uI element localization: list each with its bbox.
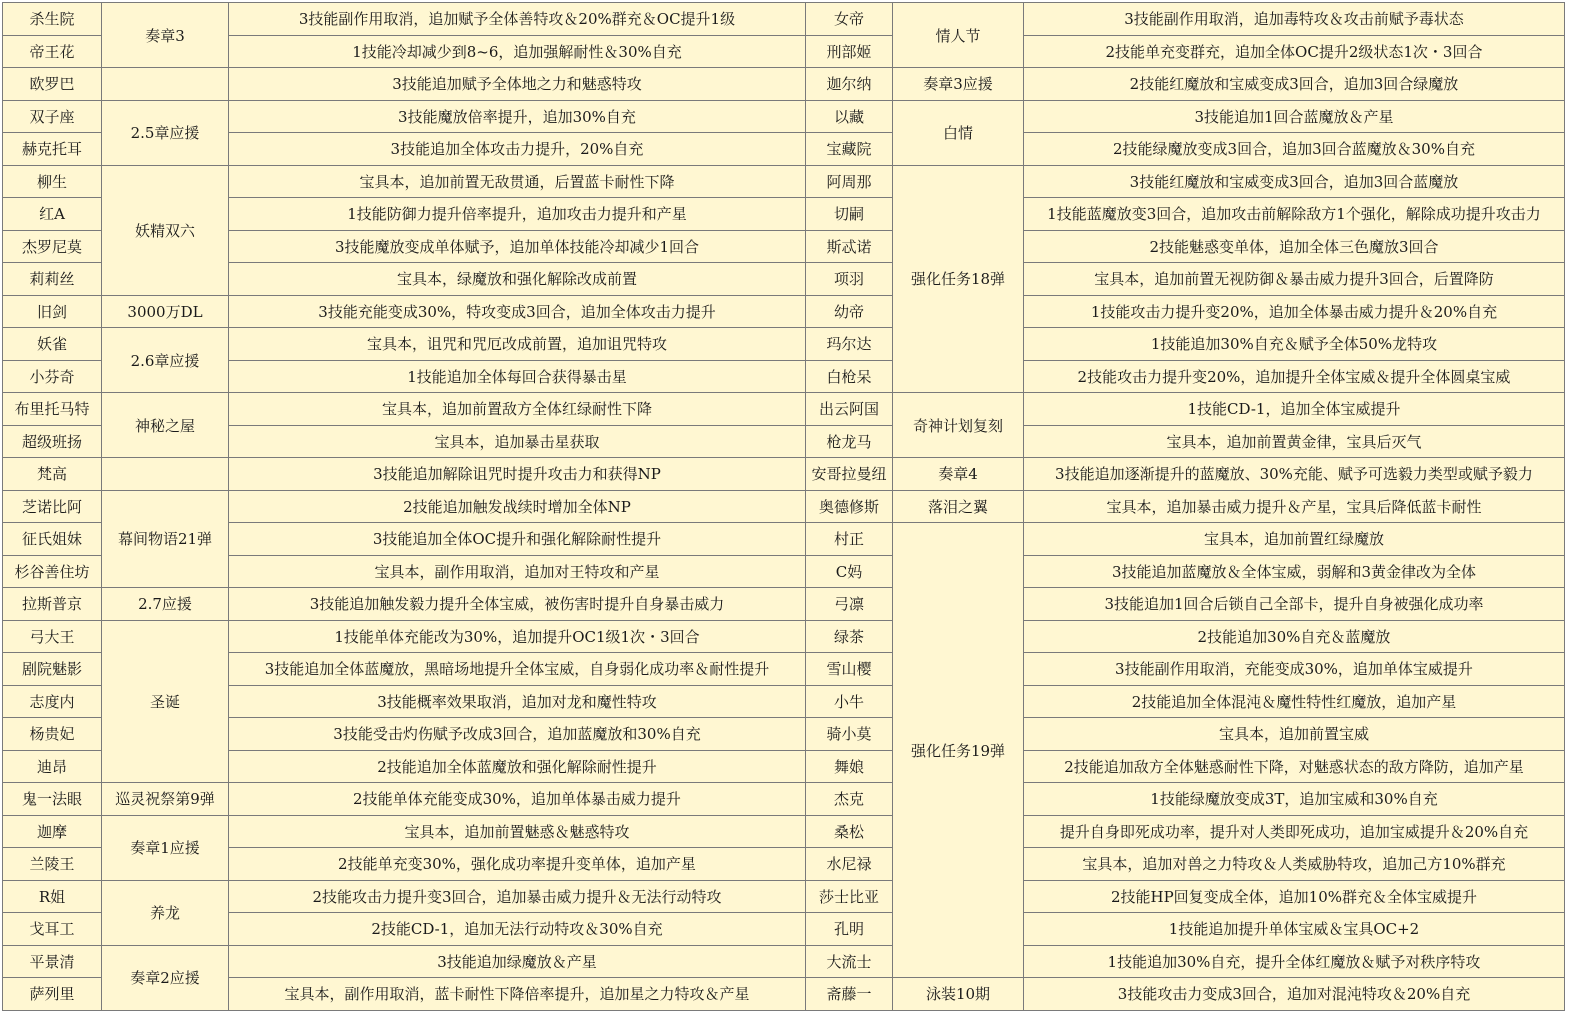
- table-row: [3, 718, 1565, 751]
- servant-name-cell: 梵高: [3, 458, 102, 491]
- table-row: [3, 848, 1565, 881]
- servant-name-cell: 幼帝: [806, 295, 893, 328]
- servant-name-cell: 杨贵妃: [3, 718, 102, 751]
- event-group-cell: 奏章3: [102, 3, 229, 68]
- upgrade-description-cell: 3技能副作用取消，追加毒特攻＆攻击前赋予毒状态: [1024, 3, 1565, 36]
- upgrade-description-cell: 2技能单充变30%，强化成功率提升变单体，追加产星: [229, 848, 806, 881]
- upgrade-description-cell: 3技能副作用取消，追加赋予全体善特攻＆20%群充＆OC提升1级: [229, 3, 806, 36]
- event-group-cell: 2.5章应援: [102, 100, 229, 165]
- servant-name-cell: 宝藏院: [806, 133, 893, 166]
- servant-name-cell: 斯忒诺: [806, 230, 893, 263]
- table-row: [3, 458, 1565, 491]
- upgrade-description-cell: 2技能魅惑变单体，追加全体三色魔放3回合: [1024, 230, 1565, 263]
- upgrade-description-cell: 3技能追加赋予全体地之力和魅惑特攻: [229, 68, 806, 101]
- upgrade-description-cell: 3技能追加全体蓝魔放，黑暗场地提升全体宝威，自身弱化成功率＆耐性提升: [229, 653, 806, 686]
- event-group-cell: 奇神计划复刻: [893, 393, 1024, 458]
- table-row: [3, 360, 1565, 393]
- upgrade-description-cell: 3技能概率效果取消，追加对龙和魔性特攻: [229, 685, 806, 718]
- upgrade-description-cell: 宝具本，追加前置魅惑＆魅惑特攻: [229, 815, 806, 848]
- upgrade-description-cell: 提升自身即死成功率，提升对人类即死成功，追加宝威提升＆20%自充: [1024, 815, 1565, 848]
- servant-name-cell: 项羽: [806, 263, 893, 296]
- upgrade-description-cell: 3技能副作用取消，充能变成30%，追加单体宝威提升: [1024, 653, 1565, 686]
- upgrade-description-cell: 3技能充能变成30%，特攻变成3回合，追加全体攻击力提升: [229, 295, 806, 328]
- servant-name-cell: 玛尔达: [806, 328, 893, 361]
- servant-name-cell: 迦摩: [3, 815, 102, 848]
- upgrade-description-cell: 宝具本，诅咒和咒厄改成前置，追加诅咒特攻: [229, 328, 806, 361]
- upgrade-description-cell: 宝具本，追加前置敌方全体红绿耐性下降: [229, 393, 806, 426]
- servant-name-cell: 出云阿国: [806, 393, 893, 426]
- upgrade-description-cell: 2技能追加敌方全体魅惑耐性下降，对魅惑状态的敌方降防，追加产星: [1024, 750, 1565, 783]
- servant-name-cell: 大流士: [806, 945, 893, 978]
- table-row: [3, 620, 1565, 653]
- servant-name-cell: 绿茶: [806, 620, 893, 653]
- event-group-cell: 情人节: [893, 3, 1024, 68]
- event-group-cell: 养龙: [102, 880, 229, 945]
- servant-name-cell: 鬼一法眼: [3, 783, 102, 816]
- servant-name-cell: 超级班扬: [3, 425, 102, 458]
- upgrade-description-cell: 2技能攻击力提升变20%，追加提升全体宝威＆提升全体圆桌宝威: [1024, 360, 1565, 393]
- upgrade-description-cell: 3技能追加解除诅咒时提升攻击力和获得NP: [229, 458, 806, 491]
- event-group-cell: 落泪之翼: [893, 490, 1024, 523]
- event-group-cell: 2.6章应援: [102, 328, 229, 393]
- upgrade-description-cell: 1技能绿魔放变成3T，追加宝威和30%自充: [1024, 783, 1565, 816]
- upgrade-description-cell: 宝具本，追加暴击星获取: [229, 425, 806, 458]
- servant-name-cell: 斋藤一: [806, 978, 893, 1011]
- upgrade-description-cell: 2技能红魔放和宝威变成3回合，追加3回合绿魔放: [1024, 68, 1565, 101]
- servant-name-cell: 白枪呆: [806, 360, 893, 393]
- servant-name-cell: 杀生院: [3, 3, 102, 36]
- table-row: [3, 815, 1565, 848]
- upgrade-description-cell: 1技能攻击力提升变20%，追加全体暴击威力提升＆20%自充: [1024, 295, 1565, 328]
- upgrade-description-cell: 1技能追加30%自充，提升全体红魔放＆赋予对秩序特攻: [1024, 945, 1565, 978]
- servant-name-cell: 雪山樱: [806, 653, 893, 686]
- servant-name-cell: 帝王花: [3, 35, 102, 68]
- servant-name-cell: 杰罗尼莫: [3, 230, 102, 263]
- upgrade-description-cell: 3技能追加蓝魔放＆全体宝威，弱解和3黄金律改为全体: [1024, 555, 1565, 588]
- event-group-cell: [102, 68, 229, 101]
- upgrade-description-cell: 2技能追加30%自充＆蓝魔放: [1024, 620, 1565, 653]
- upgrade-description-cell: 2技能单体充能变成30%，追加单体暴击威力提升: [229, 783, 806, 816]
- servant-name-cell: 戈耳工: [3, 913, 102, 946]
- servant-name-cell: 舞娘: [806, 750, 893, 783]
- table-body: [3, 3, 1565, 1011]
- upgrade-description-cell: 3技能追加1回合后锁自己全部卡，提升自身被强化成功率: [1024, 588, 1565, 621]
- servant-name-cell: 莉莉丝: [3, 263, 102, 296]
- event-group-cell: 奏章1应援: [102, 815, 229, 880]
- table-row: [3, 555, 1565, 588]
- servant-name-cell: 柳生: [3, 165, 102, 198]
- servant-name-cell: 枪龙马: [806, 425, 893, 458]
- servant-name-cell: 桑松: [806, 815, 893, 848]
- table-row: [3, 35, 1565, 68]
- servant-name-cell: 平景清: [3, 945, 102, 978]
- upgrade-description-cell: 3技能红魔放和宝威变成3回合，追加3回合蓝魔放: [1024, 165, 1565, 198]
- servant-name-cell: 莎士比亚: [806, 880, 893, 913]
- upgrade-description-cell: 宝具本，追加暴击威力提升＆产星，宝具后降低蓝卡耐性: [1024, 490, 1565, 523]
- servant-name-cell: 杰克: [806, 783, 893, 816]
- servant-name-cell: 以藏: [806, 100, 893, 133]
- table-row: [3, 653, 1565, 686]
- servant-name-cell: 刑部姬: [806, 35, 893, 68]
- servant-name-cell: 旧剑: [3, 295, 102, 328]
- upgrade-description-cell: 3技能魔放倍率提升，追加30%自充: [229, 100, 806, 133]
- event-group-cell: 巡灵祝祭第9弹: [102, 783, 229, 816]
- upgrade-description-cell: 3技能追加1回合蓝魔放＆产星: [1024, 100, 1565, 133]
- table-row: [3, 685, 1565, 718]
- table-row: [3, 263, 1565, 296]
- upgrade-description-cell: 2技能攻击力提升变3回合，追加暴击威力提升＆无法行动特攻: [229, 880, 806, 913]
- servant-name-cell: 剧院魅影: [3, 653, 102, 686]
- upgrade-description-cell: 3技能受击灼伤赋予改成3回合，追加蓝魔放和30%自充: [229, 718, 806, 751]
- servant-name-cell: 拉斯普京: [3, 588, 102, 621]
- upgrade-description-cell: 宝具本，绿魔放和强化解除改成前置: [229, 263, 806, 296]
- event-group-cell: 神秘之屋: [102, 393, 229, 458]
- event-group-cell: 幕间物语21弹: [102, 490, 229, 588]
- servant-name-cell: 水尼禄: [806, 848, 893, 881]
- event-group-cell: 圣诞: [102, 620, 229, 783]
- table-row: [3, 523, 1565, 556]
- upgrade-description-cell: 宝具本，副作用取消，蓝卡耐性下降倍率提升，追加星之力特攻＆产星: [229, 978, 806, 1011]
- servant-name-cell: 安哥拉曼纽: [806, 458, 893, 491]
- servant-name-cell: 小牛: [806, 685, 893, 718]
- upgrade-description-cell: 2技能绿魔放变成3回合，追加3回合蓝魔放＆30%自充: [1024, 133, 1565, 166]
- servant-name-cell: 村正: [806, 523, 893, 556]
- table-row: [3, 230, 1565, 263]
- table-row: [3, 588, 1565, 621]
- servant-name-cell: 双子座: [3, 100, 102, 133]
- servant-name-cell: 弓凛: [806, 588, 893, 621]
- servant-name-cell: 骑小莫: [806, 718, 893, 751]
- upgrade-description-cell: 2技能单充变群充，追加全体OC提升2级状态1次・3回合: [1024, 35, 1565, 68]
- table-row: [3, 978, 1565, 1011]
- upgrade-description-cell: 宝具本，追加前置无视防御＆暴击威力提升3回合，后置降防: [1024, 263, 1565, 296]
- servant-name-cell: 杉谷善住坊: [3, 555, 102, 588]
- upgrade-description-cell: 3技能追加全体OC提升和强化解除耐性提升: [229, 523, 806, 556]
- upgrade-description-cell: 1技能追加提升单体宝威＆宝具OC+2: [1024, 913, 1565, 946]
- table-row: [3, 425, 1565, 458]
- upgrade-description-cell: 1技能防御力提升倍率提升，追加攻击力提升和产星: [229, 198, 806, 231]
- upgrade-description-cell: 3技能追加绿魔放＆产星: [229, 945, 806, 978]
- servant-name-cell: 兰陵王: [3, 848, 102, 881]
- servant-name-cell: 红A: [3, 198, 102, 231]
- servant-name-cell: 女帝: [806, 3, 893, 36]
- table-row: [3, 295, 1565, 328]
- upgrade-description-cell: 2技能追加触发战续时增加全体NP: [229, 490, 806, 523]
- table-row: [3, 100, 1565, 133]
- servant-name-cell: 奥德修斯: [806, 490, 893, 523]
- upgrade-description-cell: 2技能追加全体蓝魔放和强化解除耐性提升: [229, 750, 806, 783]
- table-row: [3, 393, 1565, 426]
- event-group-cell: 奏章2应援: [102, 945, 229, 1010]
- upgrade-description-cell: 1技能蓝魔放变3回合，追加攻击前解除敌方1个强化，解除成功提升攻击力: [1024, 198, 1565, 231]
- servant-name-cell: 赫克托耳: [3, 133, 102, 166]
- event-group-cell: 泳装10期: [893, 978, 1024, 1011]
- upgrade-description-cell: 2技能HP回复变成全体，追加10%群充＆全体宝威提升: [1024, 880, 1565, 913]
- upgrade-description-cell: 1技能追加全体每回合获得暴击星: [229, 360, 806, 393]
- upgrade-description-cell: 3技能魔放变成单体赋予，追加单体技能冷却减少1回合: [229, 230, 806, 263]
- upgrade-description-cell: 3技能追加逐渐提升的蓝魔放、30%充能、赋予可选毅力类型或赋予毅力: [1024, 458, 1565, 491]
- servant-name-cell: 小芬奇: [3, 360, 102, 393]
- servant-name-cell: 阿周那: [806, 165, 893, 198]
- upgrade-description-cell: 宝具本，追加前置黄金律，宝具后灭气: [1024, 425, 1565, 458]
- table-row: [3, 3, 1565, 36]
- event-group-cell: 2.7应援: [102, 588, 229, 621]
- upgrade-description-cell: 宝具本，追加对兽之力特攻＆人类威胁特攻，追加己方10%群充: [1024, 848, 1565, 881]
- servant-name-cell: 妖雀: [3, 328, 102, 361]
- event-group-cell: [102, 458, 229, 491]
- servant-name-cell: 志度内: [3, 685, 102, 718]
- upgrade-description-cell: 2技能追加全体混沌＆魔性特性红魔放，追加产星: [1024, 685, 1565, 718]
- upgrade-description-cell: 3技能攻击力变成3回合，追加对混沌特攻＆20%自充: [1024, 978, 1565, 1011]
- servant-name-cell: 征氏姐妹: [3, 523, 102, 556]
- upgrade-description-cell: 宝具本，追加前置宝威: [1024, 718, 1565, 751]
- event-group-cell: 妖精双六: [102, 165, 229, 295]
- table-row: [3, 198, 1565, 231]
- event-group-cell: 白情: [893, 100, 1024, 165]
- upgrade-description-cell: 1技能追加30%自充＆赋予全体50%龙特攻: [1024, 328, 1565, 361]
- sheet-bottom-margin: [0, 1020, 1596, 1031]
- event-group-cell: 3000万DL: [102, 295, 229, 328]
- servant-name-cell: 迦尔纳: [806, 68, 893, 101]
- table-row: [3, 880, 1565, 913]
- table-row: [3, 68, 1565, 101]
- servant-name-cell: 萨列里: [3, 978, 102, 1011]
- upgrade-description-cell: 1技能冷却减少到8~6，追加强解耐性＆30%自充: [229, 35, 806, 68]
- upgrade-description-cell: 1技能CD-1，追加全体宝威提升: [1024, 393, 1565, 426]
- servant-name-cell: 弓大王: [3, 620, 102, 653]
- upgrade-description-cell: 1技能单体充能改为30%，追加提升OC1级1次・3回合: [229, 620, 806, 653]
- upgrade-description-cell: 2技能CD-1，追加无法行动特攻＆30%自充: [229, 913, 806, 946]
- event-group-cell: 强化任务19弹: [893, 523, 1024, 978]
- table-row: [3, 750, 1565, 783]
- upgrade-description-cell: 3技能追加触发毅力提升全体宝威，被伤害时提升自身暴击威力: [229, 588, 806, 621]
- table-row: [3, 913, 1565, 946]
- servant-name-cell: 切嗣: [806, 198, 893, 231]
- servant-name-cell: C妈: [806, 555, 893, 588]
- event-group-cell: 奏章4: [893, 458, 1024, 491]
- upgrade-description-cell: 宝具本，副作用取消，追加对王特攻和产星: [229, 555, 806, 588]
- servant-name-cell: 芝诺比阿: [3, 490, 102, 523]
- servant-name-cell: 欧罗巴: [3, 68, 102, 101]
- table-row: [3, 328, 1565, 361]
- event-group-cell: 强化任务18弹: [893, 165, 1024, 393]
- servant-name-cell: 孔明: [806, 913, 893, 946]
- servant-name-cell: 迪昂: [3, 750, 102, 783]
- table-row: [3, 783, 1565, 816]
- upgrade-description-cell: 宝具本，追加前置红绿魔放: [1024, 523, 1565, 556]
- table-row: [3, 133, 1565, 166]
- servant-name-cell: 布里托马特: [3, 393, 102, 426]
- table-row: [3, 165, 1565, 198]
- servant-name-cell: R姐: [3, 880, 102, 913]
- servant-upgrade-table: [2, 2, 1565, 1011]
- upgrade-description-cell: 宝具本，追加前置无敌贯通，后置蓝卡耐性下降: [229, 165, 806, 198]
- table-row: [3, 945, 1565, 978]
- upgrade-description-cell: 3技能追加全体攻击力提升，20%自充: [229, 133, 806, 166]
- event-group-cell: 奏章3应援: [893, 68, 1024, 101]
- table-row: [3, 490, 1565, 523]
